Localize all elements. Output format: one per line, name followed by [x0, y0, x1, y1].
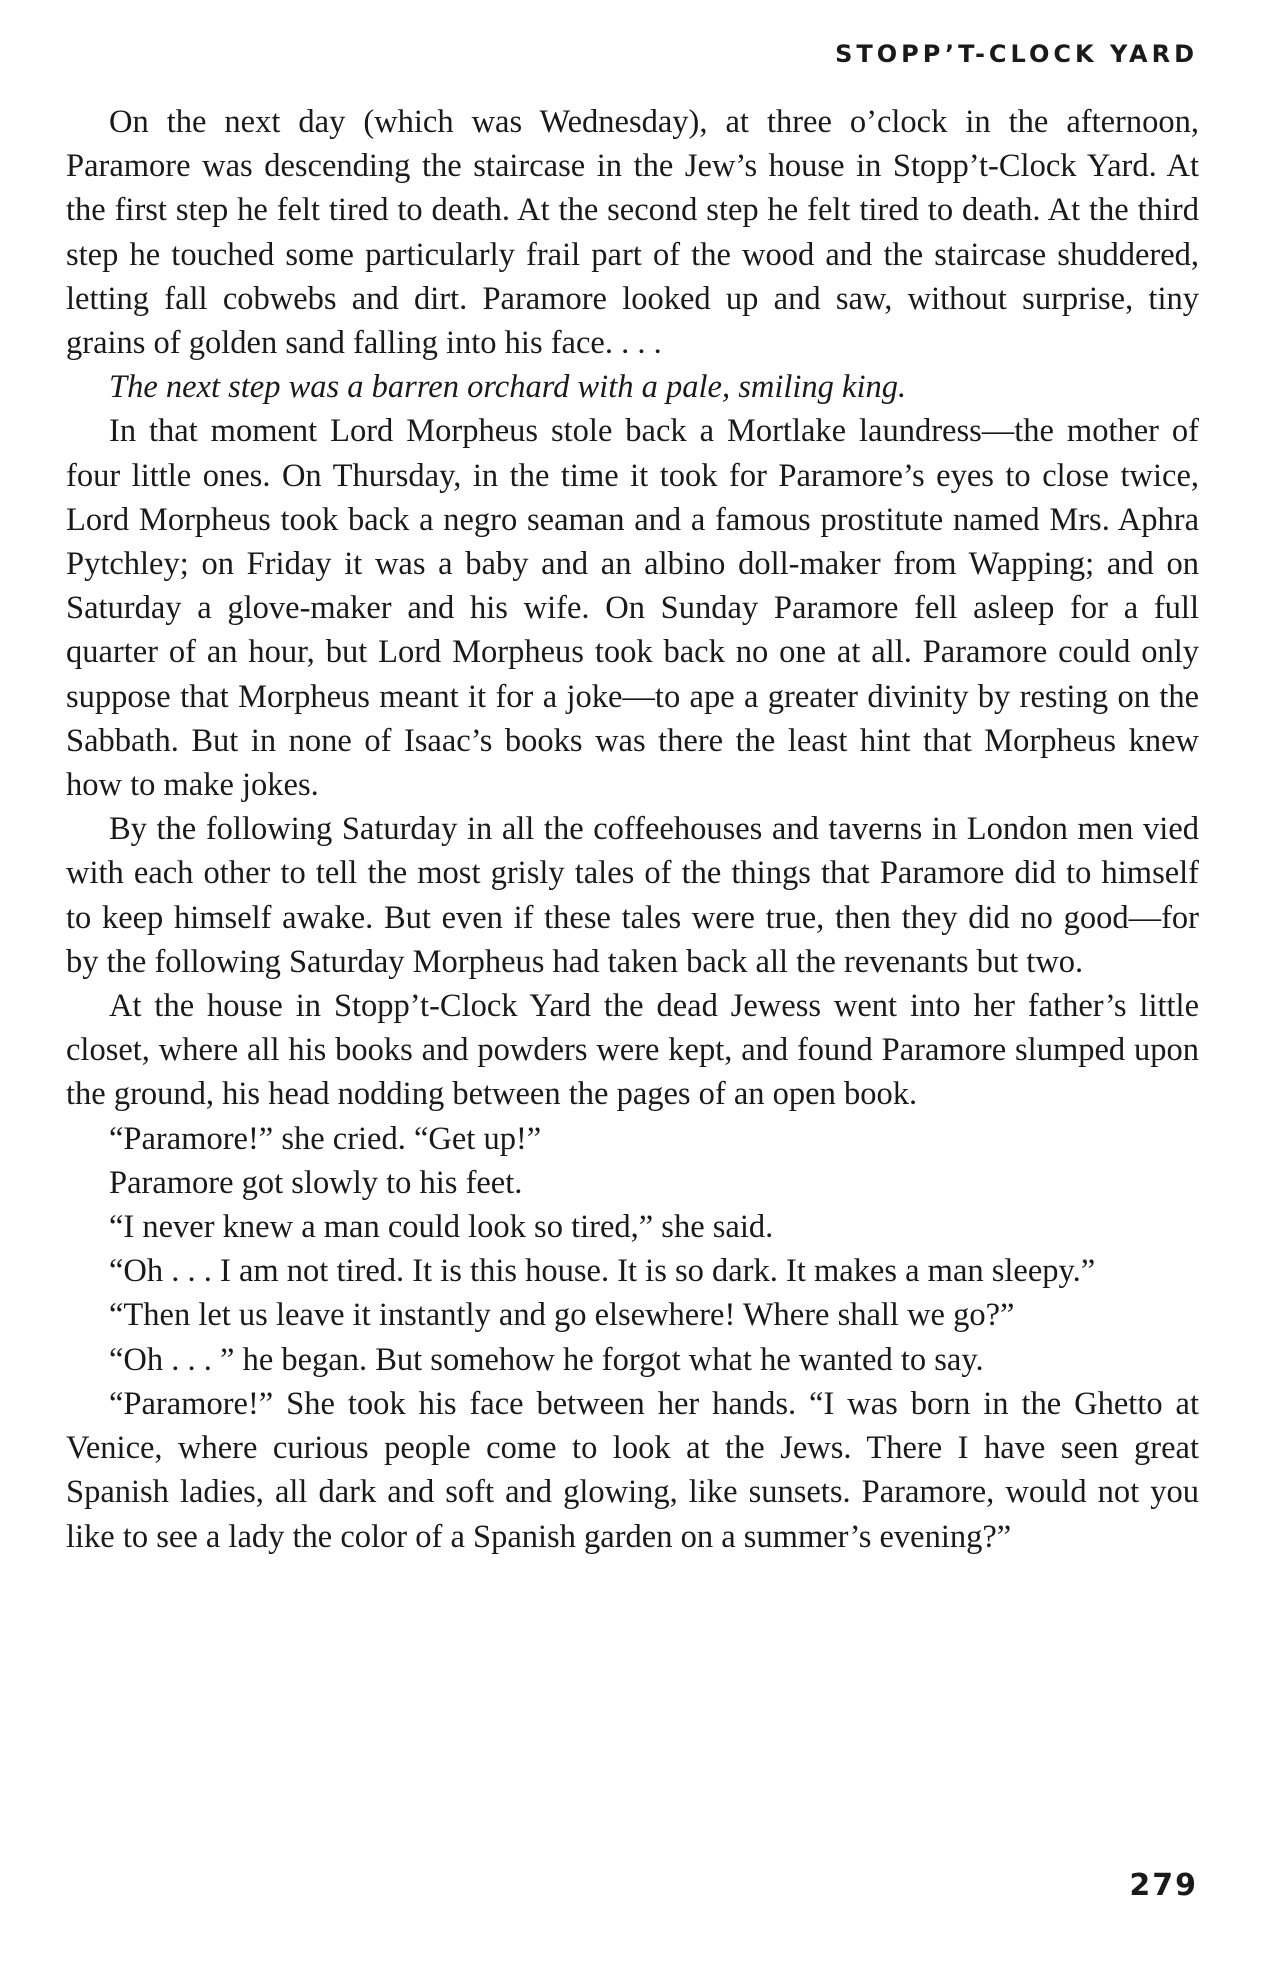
paragraph: “Oh . . . ” he began. But somehow he forgot what he wanted to say.	[109, 1341, 984, 1378]
paragraph: Paramore got slowly to his feet.	[109, 1164, 523, 1201]
paragraph: At the house in Stopp’t-Clock Yard the dead Jewess went into her father’s little closet, where all his books and powders were kept, and found Paramore slumped upon the ground, his head nodding between the pages of an open book.	[66, 988, 1199, 1113]
paragraph: “I never knew a man could look so tired,” she said.	[109, 1209, 774, 1246]
paragraph: On the next day (which was Wednesday), at three o’clock in the afternoon, Paramore was descending the staircase in the Jew’s house in Stopp’t-Clock Yard. At the first step he felt tired to death. At the second step he felt tired to death. At the third step he touched some particularly frail part of the wood and the staircase shuddered, letting fall cobwebs and dirt. Paramore looked up and saw, without surprise, tiny grains of golden sand falling into his face. . . .	[66, 104, 1199, 362]
paragraph: In that moment Lord Morpheus stole back a Mortlake laundress—the mother of four little ones. On Thursday, in the time it took for Paramore’s eyes to close twice, Lord Morpheus took back a negro seaman and a famous prostitute named Mrs. Aphra Pytchley; on Friday it was a baby and an albino doll-maker from Wapping; and on Saturday a glove-maker and his wife. On Sunday Paramore fell asleep for a full quarter of an hour, but Lord Morpheus took back no one at all. Paramore could only suppose that Morpheus meant it for a joke—to ape a greater divinity by resting on the Sabbath. But in none of Isaac’s books was there the least hint that Morpheus knew how to make jokes.	[66, 413, 1199, 804]
italic-paragraph: The next step was a barren orchard with a pale, smiling king.	[109, 369, 907, 406]
body-text	[66, 100, 1199, 1559]
paragraph: By the following Saturday in all the coffeehouses and taverns in London men vied with each other to tell the most grisly tales of the things that Paramore did to himself to keep himself awake. But even if these tales were true, then they did no good—for by the following Saturday Morpheus had taken back all the revenants but two.	[66, 811, 1199, 980]
running-head: STOPP’T-CLOCK YARD	[835, 40, 1198, 68]
paragraph: “Paramore!” she cried. “Get up!”	[109, 1120, 542, 1157]
paragraph: “Oh . . . I am not tired. It is this house. It is so dark. It makes a man sleepy.”	[109, 1253, 1096, 1290]
paragraph: “Paramore!” She took his face between her hands. “I was born in the Ghetto at Venice, where curious people come to look at the Jews. There I have seen great Spanish ladies, all dark and soft and glowing, like sunsets. Paramore, would not you like to see a lady the color of a Spanish garden on a summer’s evening?”	[66, 1385, 1199, 1555]
paragraph: “Then let us leave it instantly and go elsewhere! Where shall we go?”	[109, 1297, 1015, 1334]
page-number: 279	[1129, 1868, 1198, 1903]
